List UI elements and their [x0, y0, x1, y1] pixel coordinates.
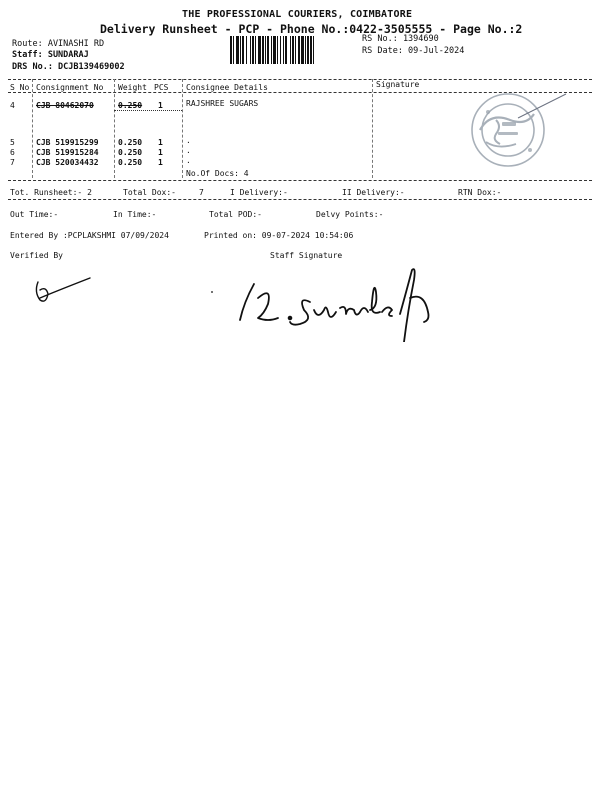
rs-number: RS No.: 1394690 [362, 34, 439, 44]
row-consignment: CJB 519915284 [36, 148, 99, 157]
delvy-points: Delvy Points:- [316, 210, 384, 219]
row-consignment: CJB 520034432 [36, 158, 99, 167]
row-consignee: RAJSHREE SUGARS [186, 99, 259, 108]
total-dox-value: 7 [199, 188, 204, 197]
verified-by-label: Verified By [10, 251, 63, 260]
row-weight: 0.250 [118, 158, 143, 167]
row-consignment: CJB 80462070 [36, 101, 94, 110]
row-consignment: CJB 519915299 [36, 138, 99, 147]
row-pcs: 1 [158, 101, 163, 110]
totals-rule [8, 199, 592, 200]
in-time: In Time:- [113, 210, 157, 219]
row-pcs: 1 [158, 158, 163, 167]
staff-handwritten-signature [210, 262, 460, 342]
row-pcs: 1 [158, 148, 163, 157]
printed-on: Printed on: 09-07-2024 10:54:06 [204, 231, 354, 240]
row-sno: 5 [10, 138, 15, 147]
barcode-graphic [230, 36, 354, 64]
out-time: Out Time:- [10, 210, 59, 219]
total-pod: Total POD:- [209, 210, 262, 219]
tot-runsheet: Tot. Runsheet:- 2 [10, 188, 92, 197]
table-top-rule [8, 79, 592, 80]
col-header-consignment: Consignment No [36, 83, 104, 92]
col-divider [372, 79, 373, 178]
row-weight: 0.250 [118, 148, 143, 157]
no-of-docs: No.Of Docs: 4 [186, 169, 249, 178]
route-label: Route: AVINASHI RD [12, 39, 105, 49]
drs-number: DRS No.: DCJB139469002 [12, 62, 125, 72]
row-sno: 4 [10, 101, 15, 110]
ii-delivery: II Delivery:- [342, 188, 405, 197]
row-sno: 7 [10, 158, 15, 167]
staff-signature-label: Staff Signature [270, 251, 343, 260]
row-sno: 6 [10, 148, 15, 157]
total-dox-label: Total Dox:- [123, 188, 176, 197]
col-header-pcs: PCS [154, 83, 169, 92]
company-seal-stamp [458, 86, 568, 178]
col-header-weight: Weight [118, 83, 147, 92]
row-consignee: . [186, 146, 191, 155]
col-header-consignee: Consignee Details [186, 83, 268, 92]
row-consignee: . [186, 156, 191, 165]
rtn-dox: RTN Dox:- [458, 188, 502, 197]
col-divider [32, 79, 33, 178]
company-title: THE PROFESSIONAL COURIERS, COIMBATORE [182, 9, 413, 20]
row-weight: 0.250 [118, 101, 143, 110]
rs-date: RS Date: 09-Jul-2024 [362, 46, 465, 56]
col-header-signature: Signature [376, 80, 420, 89]
row-weight: 0.250 [118, 138, 143, 147]
col-divider [182, 79, 183, 178]
row-pcs: 1 [158, 138, 163, 147]
row-consignee: . [186, 136, 191, 145]
verifier-initials-scribble [28, 272, 98, 308]
entered-by: Entered By :PCPLAKSHMI 07/09/2024 [10, 231, 169, 240]
i-delivery: I Delivery:- [230, 188, 288, 197]
barcode-bar [314, 36, 317, 64]
staff-label: Staff: SUNDARAJ [12, 50, 89, 60]
col-divider [114, 79, 115, 178]
col-header-sno: S No [10, 83, 30, 92]
row-rule [114, 110, 182, 111]
table-bottom-rule [8, 180, 592, 181]
runsheet-subtitle: Delivery Runsheet - PCP - Phone No.:0422-3505555 - Page No.:2 [100, 22, 523, 36]
